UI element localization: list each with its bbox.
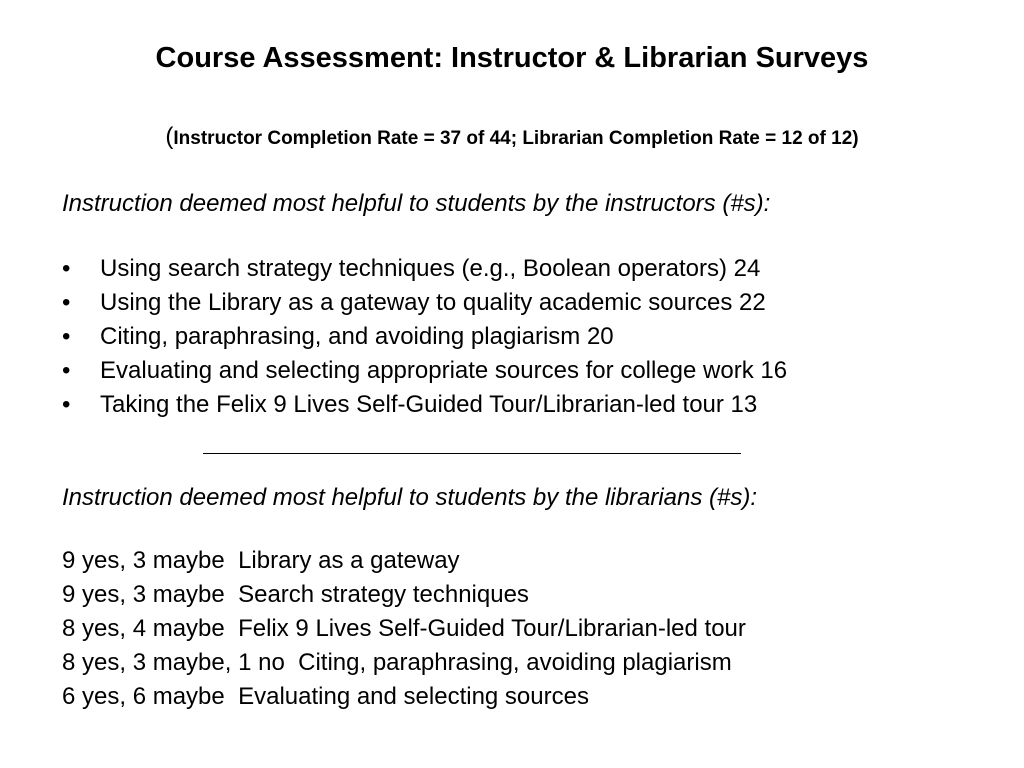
list-item: 6 yes, 6 maybe Evaluating and selecting sources (62, 683, 589, 710)
subtitle-open-paren: ( (165, 123, 174, 150)
list-item: 9 yes, 3 maybe Library as a gateway (62, 547, 460, 574)
list-item: 8 yes, 3 maybe, 1 no Citing, paraphrasing, avoiding plagiarism (62, 649, 732, 676)
completion-rates-subtitle (0, 122, 1024, 155)
list-item: 8 yes, 4 maybe Felix 9 Lives Self-Guided Tour/Librarian-led tour (62, 615, 746, 642)
list-item: 9 yes, 3 maybe Search strategy techniques (62, 581, 529, 608)
bullet-icon: • (62, 289, 71, 316)
subtitle-text: Instructor Completion Rate = 37 of 44; Librarian Completion Rate = 12 of 12) (173, 128, 859, 149)
list-item (62, 354, 787, 388)
librarians-list (62, 544, 746, 714)
list-item-text: Taking the Felix 9 Lives Self-Guided Tour/Librarian-led tour 13 (100, 391, 758, 418)
bullet-icon: • (62, 357, 71, 384)
list-item (62, 320, 787, 354)
list-item (62, 388, 787, 422)
bullet-icon: • (62, 391, 71, 418)
list-item-text: Evaluating and selecting appropriate sources for college work 16 (100, 357, 788, 384)
instructors-bullet-list (62, 252, 787, 422)
list-item-text: Using the Library as a gateway to quality academic sources 22 (100, 289, 766, 316)
slide-title: Course Assessment: Instructor & Librarian Surveys (155, 42, 869, 74)
librarians-section-heading: Instruction deemed most helpful to students by the librarians (#s): (62, 484, 758, 511)
list-item (62, 252, 787, 286)
instructors-section-heading: Instruction deemed most helpful to students by the instructors (#s): (62, 190, 771, 217)
list-item-text: Citing, paraphrasing, and avoiding plagiarism 20 (100, 323, 614, 350)
list-item (62, 286, 787, 320)
section-divider (203, 453, 741, 454)
bullet-icon: • (62, 323, 71, 350)
list-item-text: Using search strategy techniques (e.g., Boolean operators) 24 (100, 255, 761, 282)
bullet-icon: • (62, 255, 71, 282)
